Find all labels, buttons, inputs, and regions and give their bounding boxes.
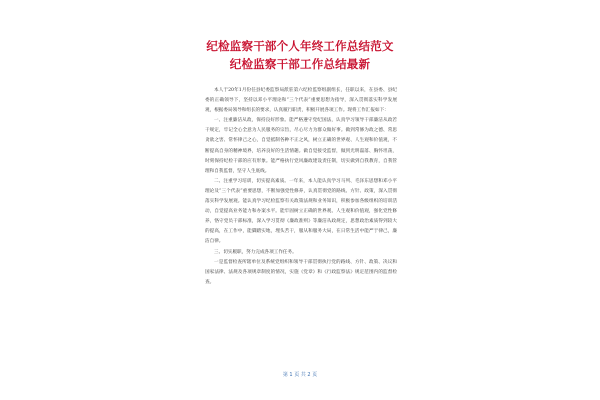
body-paragraph-intro: 本人于20年1月份任县纪委监察局派驻第六纪检监察组副组长，任职以来，在县委、县纪委的正确领导下，坚持以邓小平理论和“三个代表”重要思想为指导，深入贯彻落实科学发展观，根据委局领导和组长的要求，认真履行职责，积极开展各项工作。现将工作汇报如下：	[205, 88, 397, 114]
body-paragraph-section-2: 二、注重学习培训，切实提高素质。一年来，本人能认真学习马列、毛泽东思想和邓小平理论及“三个代表”重要思想，不断加强党性修养，认真贯彻党的路线、方针、政策，深入贯彻落实科学发展观。能认真学习纪检监察有关政策法规和业务知识，积极参加各级组织的培训活动，自觉提高业务能力和办案水平。能牢固树立正确的世界观、人生观和价值观，强化党性修养，恪守党员干部标准，深入学习贯彻《廉政准则》等廉洁从政规定，思想政治素质得到较大的提高，在工作中，能脚踏实地，埋头苦干，服从和服务大局，在日常生活中能严于律己，廉洁自律。	[205, 178, 397, 245]
document-body	[205, 86, 397, 288]
body-paragraph-section-3: 三、切实履职，努力完成各项工作任务。	[214, 249, 297, 255]
body-paragraph-item-1: 一是监督检查所辖单位及系统党组织和领导干部贯彻执行党的路线、方针、政策、决议和国家法律、法规及各项规章制度的情况，实施《党章》和《行政监察法》规定范围内的监督检查。	[205, 259, 397, 285]
document-title: 纪检监察干部个人年终工作总结范文	[206, 39, 394, 53]
document-subtitle: 纪检监察干部工作总结最新	[229, 57, 371, 71]
page-number-footer: 第 1 页 共 2 页	[282, 372, 318, 378]
body-paragraph-section-1: 一、注重廉洁从政，保持良好形象。能严格遵守党纪国法，认真学习领导干部廉洁从政若干规定，牢记全心全意为人民服务的宗旨，尽心尽力为群众做好事。做到常修为政之德、常思贪欲之害、常怀律己之心，自觉抵制各种不正之风，树立正确的世界观、人生观和价值观，不断提高自身的精神境界，培养良好的生活情趣。做自觉接受监督，做到光明磊落、胸怀坦荡，时刻保持纪检干部的应有形象。能严格执行党风廉政建设责任制，切实做到自我教育，自我管理和自我监督，坚守人生底线。	[205, 118, 397, 174]
